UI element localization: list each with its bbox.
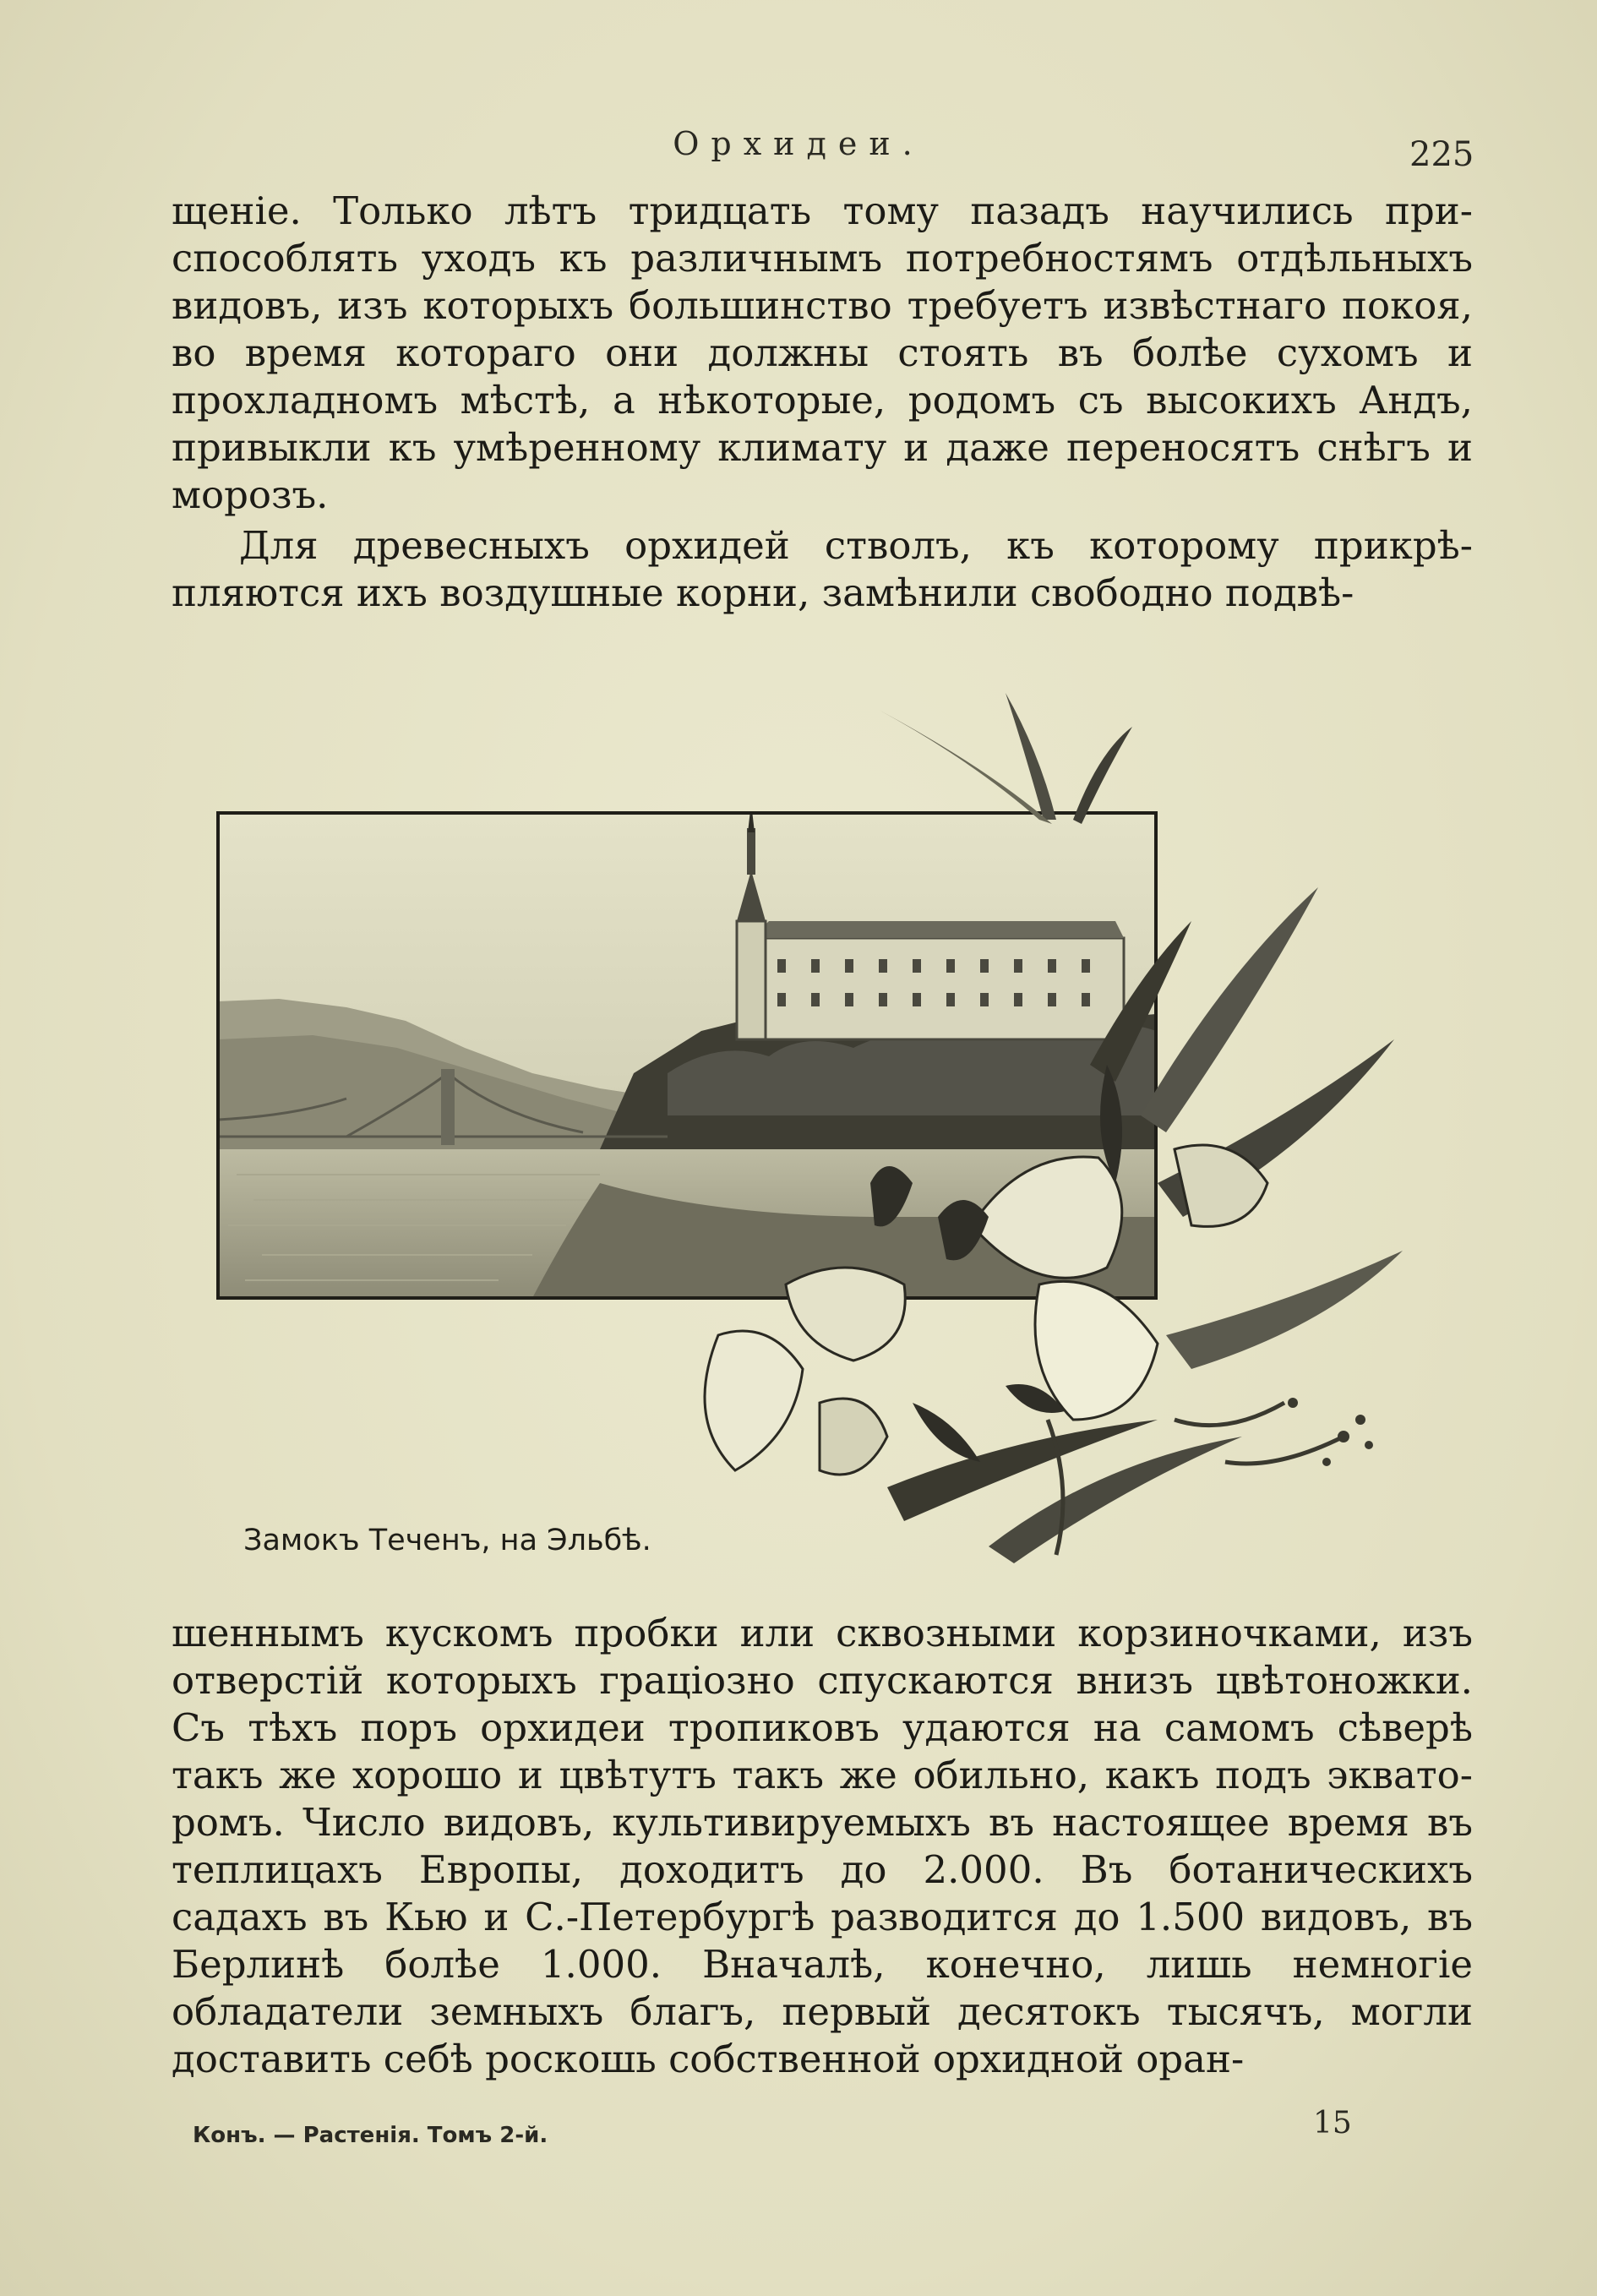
signature-mark: 15 [1313, 2106, 1352, 2141]
paragraph-2: Для древесныхъ орхидей стволъ, къ которому прикрѣпляются ихъ воздушные корни, замѣнили свободно подвѣ- [172, 523, 1473, 615]
figure-caption: Замокъ Теченъ, на Эльбѣ. [243, 1524, 651, 1557]
text-block-top [172, 188, 1473, 617]
text-block-bottom [172, 1610, 1473, 2083]
running-title: Орхидеи. [673, 125, 924, 162]
paragraph-3: шеннымъ кускомъ пробки или сквозными корзиночками, изъ отверстій которыхъ граціозно спускаются внизъ цвѣтоножки. Съ тѣхъ поръ орхидеи тропиковъ удаются на самомъ сѣверѣ такъ же хорошо и цвѣтутъ такъ же обильно, какъ подъ экваторомъ. Число видовъ, культивируемыхъ въ настоящее время въ теплицахъ Европы, доходитъ до 2.000. Въ ботаническихъ садахъ въ Кью и С.-Петербургѣ разводится до 1.500 видовъ, въ Берлинѣ болѣе 1.000. Вначалѣ, конечно, лишь немногіе обладатели земныхъ благъ, первый десятокъ тысячъ, могли доставить себѣ роскошь собственной орхидной оран- [172, 1611, 1473, 2081]
footer-book-title: Конъ. — Растенія. Томъ 2-й. [193, 2123, 548, 2148]
page-number: 225 [1409, 135, 1474, 174]
illustration [127, 676, 1411, 1572]
paragraph-1: щеніе. Только лѣтъ тридцать тому пазадъ научились приспособлять уходъ къ различнымъ потребностямъ отдѣльныхъ видовъ, изъ которыхъ большинство требуетъ извѣстнаго покоя, во время котораго они должны стоять въ болѣе сухомъ и прохладномъ мѣстѣ, а нѣкоторые, родомъ съ высокихъ Андъ, привыкли къ умѣренному климату и даже переносятъ снѣгъ и морозъ. [172, 188, 1473, 517]
